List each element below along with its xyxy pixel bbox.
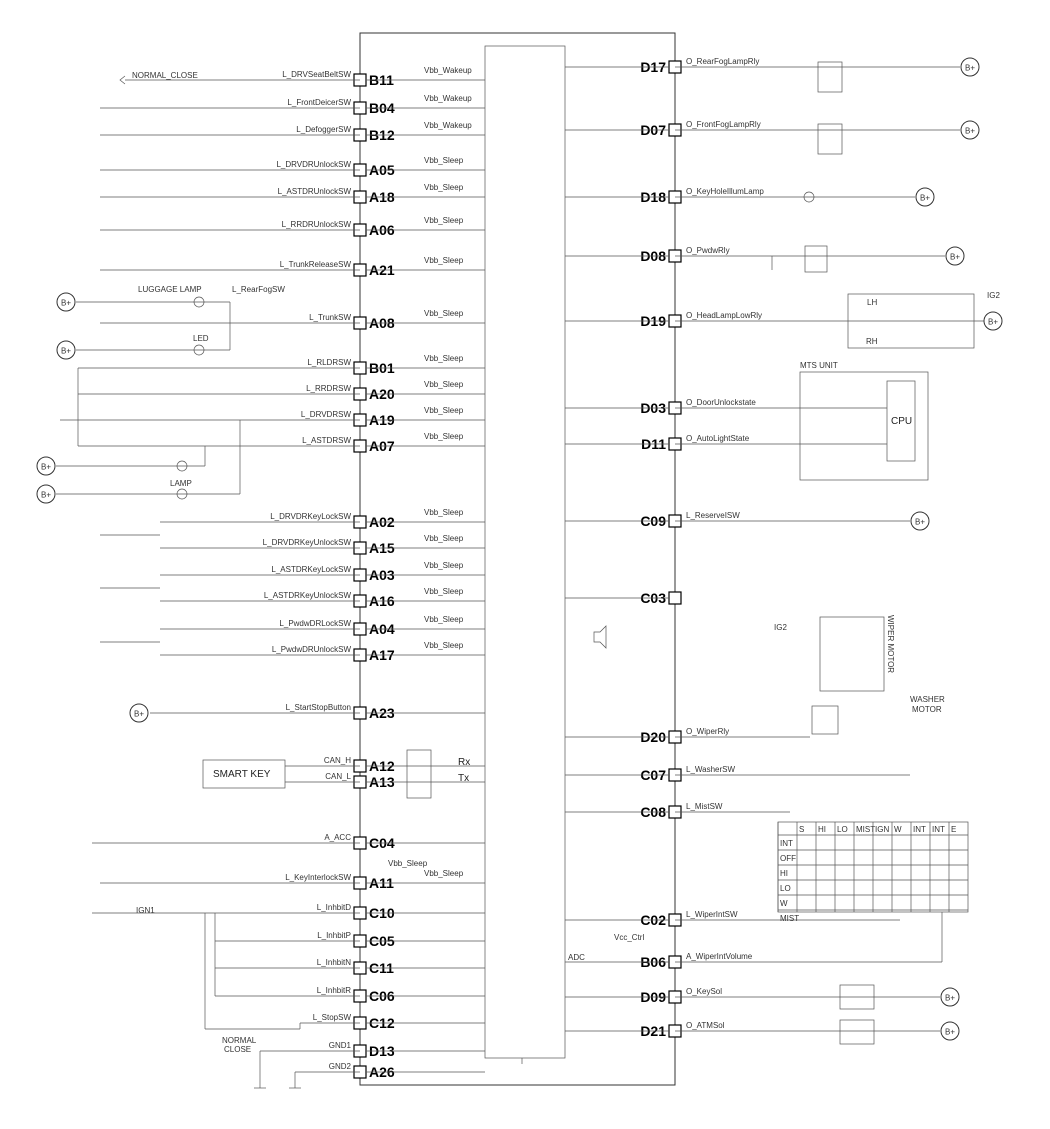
pin-supply-A16: Vbb_Sleep bbox=[424, 587, 464, 596]
pin-supply-B12: Vbb_Wakeup bbox=[424, 121, 472, 130]
pin-signal-C02: L_WiperIntSW bbox=[686, 910, 738, 919]
wiper-table-row-w: W bbox=[780, 899, 788, 908]
pin-signal-D11: O_AutoLightState bbox=[686, 434, 750, 443]
pin-signal-C12: L_StopSW bbox=[312, 1013, 351, 1022]
pin-signal-C04: A_ACC bbox=[324, 833, 351, 842]
pin-signal-A23: L_StartStopButton bbox=[285, 703, 351, 712]
pin-id-C12: C12 bbox=[369, 1015, 395, 1031]
pin-id-A19: A19 bbox=[369, 412, 395, 428]
pin-supply-B04: Vbb_Wakeup bbox=[424, 94, 472, 103]
pin-signal-D19: O_HeadLampLowRly bbox=[686, 311, 763, 320]
pin-supply-A21: Vbb_Sleep bbox=[424, 256, 464, 265]
pin-signal-B06: A_WiperIntVolume bbox=[686, 952, 753, 961]
pin-id-C10: C10 bbox=[369, 905, 395, 921]
pin-supply-A08: Vbb_Sleep bbox=[424, 309, 464, 318]
pin-id-A12: A12 bbox=[369, 758, 395, 774]
wiper-table-header-6: W bbox=[894, 825, 902, 834]
pin-signal-D13: GND1 bbox=[328, 1041, 351, 1050]
wiper-table-row-mist: MIST bbox=[780, 914, 800, 923]
b-plus-label: B+ bbox=[60, 346, 72, 356]
pin-id-A16: A16 bbox=[369, 593, 395, 609]
pin-signal-A18: L_ASTDRUnlockSW bbox=[277, 187, 351, 196]
pin-id-D18: D18 bbox=[640, 189, 666, 205]
b-plus-label: B+ bbox=[964, 63, 976, 73]
label-luggage-lamp: LUGGAGE LAMP bbox=[138, 285, 202, 294]
label-normal-close-top: NORMAL_CLOSE bbox=[132, 71, 198, 80]
pin-id-C09: C09 bbox=[640, 513, 666, 529]
wiper-table-header-1: S bbox=[799, 825, 805, 834]
pin-id-A02: A02 bbox=[369, 514, 395, 530]
label-ig2: IG2 bbox=[987, 291, 1000, 300]
pin-signal-A19: L_DRVDRSW bbox=[300, 410, 351, 419]
pin-id-C06: C06 bbox=[369, 988, 395, 1004]
pin-signal-B12: L_DefoggerSW bbox=[296, 125, 351, 134]
pin-signal-A17: L_PwdwDRUnlockSW bbox=[271, 645, 351, 654]
pin-supply-A11: Vbb_Sleep bbox=[424, 869, 464, 878]
pin-id-A15: A15 bbox=[369, 540, 395, 556]
pin-id-D19: D19 bbox=[640, 313, 666, 329]
pin-id-A26: A26 bbox=[369, 1064, 395, 1080]
pin-signal-D07: O_FrontFogLampRly bbox=[686, 120, 761, 129]
pin-id-C11: C11 bbox=[369, 960, 394, 976]
label-mts-unit: MTS UNIT bbox=[800, 361, 838, 370]
mcu-block bbox=[485, 46, 565, 1058]
pin-signal-C06: L_InhbitR bbox=[316, 986, 351, 995]
pin-id-D20: D20 bbox=[640, 729, 666, 745]
pin-signal-D09: O_KeySol bbox=[686, 987, 723, 996]
pin-signal-B04: L_FrontDeicerSW bbox=[287, 98, 351, 107]
label-vcc-ctrl: Vcc_Ctrl bbox=[614, 933, 645, 942]
pin-id-A08: A08 bbox=[369, 315, 395, 331]
wiper-table-header-2: HI bbox=[818, 825, 826, 834]
b-plus-label: B+ bbox=[987, 317, 999, 327]
pin-signal-B01: L_RLDRSW bbox=[307, 358, 351, 367]
label-tx: Tx bbox=[458, 773, 470, 784]
wiper-table-header-8: INT bbox=[932, 825, 945, 834]
pin-signal-D20: O_WiperRly bbox=[686, 727, 730, 736]
pin-signal-A03: L_ASTDRKeyLockSW bbox=[271, 565, 351, 574]
pin-supply-A02: Vbb_Sleep bbox=[424, 508, 464, 517]
pin-id-D11: D11 bbox=[641, 436, 666, 452]
pin-signal-C10: L_InhbitD bbox=[316, 903, 351, 912]
pin-id-D17: D17 bbox=[640, 59, 666, 75]
pin-id-A07: A07 bbox=[369, 438, 395, 454]
pin-signal-A11: L_KeyInterlockSW bbox=[285, 873, 351, 882]
pin-signal-D18: O_KeyHoleIllumLamp bbox=[686, 187, 764, 196]
pin-id-A06: A06 bbox=[369, 222, 395, 238]
right-circuitry bbox=[594, 62, 985, 1044]
pin-signal-A21: L_TrunkReleaseSW bbox=[279, 260, 351, 269]
pin-id-A11: A11 bbox=[369, 875, 394, 891]
pin-id-D13: D13 bbox=[369, 1043, 395, 1059]
b-plus-label: B+ bbox=[919, 193, 931, 203]
label-led: LED bbox=[193, 334, 209, 343]
pin-id-D08: D08 bbox=[640, 248, 666, 264]
pin-id-B06: B06 bbox=[640, 954, 666, 970]
pin-id-A13: A13 bbox=[369, 774, 395, 790]
pin-id-D07: D07 bbox=[640, 122, 666, 138]
pin-id-C08: C08 bbox=[640, 804, 666, 820]
pin-id-A03: A03 bbox=[369, 567, 395, 583]
left-pin-group bbox=[263, 66, 485, 1080]
pin-signal-A15: L_DRVDRKeyUnlockSW bbox=[262, 538, 351, 547]
label-ign1: IGN1 bbox=[136, 906, 155, 915]
pin-signal-D03: O_DoorUnlockstate bbox=[686, 398, 756, 407]
pin-signal-A12: CAN_H bbox=[323, 756, 351, 765]
pin-id-A17: A17 bbox=[369, 647, 395, 663]
b-plus-label: B+ bbox=[944, 1027, 956, 1037]
pin-signal-A05: L_DRVDRUnlockSW bbox=[276, 160, 351, 169]
pin-signal-A04: L_PwdwDRLockSW bbox=[279, 619, 351, 628]
pin-id-A05: A05 bbox=[369, 162, 395, 178]
pin-supply-A06: Vbb_Sleep bbox=[424, 216, 464, 225]
pin-id-B01: B01 bbox=[369, 360, 395, 376]
pin-id-B12: B12 bbox=[369, 127, 395, 143]
pin-supply-A15: Vbb_Sleep bbox=[424, 534, 464, 543]
wiper-table-row-int: INT bbox=[780, 839, 793, 848]
wiper-motor-box bbox=[820, 617, 884, 691]
wiper-table-row-lo: LO bbox=[780, 884, 791, 893]
pin-signal-C07: L_WasherSW bbox=[686, 765, 736, 774]
pin-id-A21: A21 bbox=[369, 262, 395, 278]
pin-signal-A07: L_ASTDRSW bbox=[302, 436, 351, 445]
pin-signal-A02: L_DRVDRKeyLockSW bbox=[270, 512, 351, 521]
wiper-table-header-3: LO bbox=[837, 825, 848, 834]
pin-supply-B11: Vbb_Wakeup bbox=[424, 66, 472, 75]
pin-supply-A17: Vbb_Sleep bbox=[424, 641, 464, 650]
label-ig2-wiper: IG2 bbox=[774, 623, 787, 632]
wiper-table-header-5: IGN bbox=[875, 825, 890, 834]
pin-signal-A06: L_RRDRUnlockSW bbox=[281, 220, 351, 229]
pin-id-C03: C03 bbox=[640, 590, 666, 606]
pin-signal-C09: L_ReserveISW bbox=[686, 511, 740, 520]
label-close-2: CLOSE bbox=[224, 1045, 252, 1054]
b-plus-label: B+ bbox=[949, 252, 961, 262]
pin-id-A23: A23 bbox=[369, 705, 395, 721]
pin-signal-D17: O_RearFogLampRly bbox=[686, 57, 760, 66]
label-cpu: CPU bbox=[891, 416, 913, 427]
b-plus-label: B+ bbox=[914, 517, 926, 527]
b-plus-label: B+ bbox=[964, 126, 976, 136]
pin-supply-A04: Vbb_Sleep bbox=[424, 615, 464, 624]
pin-id-C02: C02 bbox=[640, 912, 666, 928]
label-rear-fog-sw: L_RearFogSW bbox=[232, 285, 285, 294]
pin-supply-A07: Vbb_Sleep bbox=[424, 432, 464, 441]
wiper-table-row-hi: HI bbox=[780, 869, 788, 878]
pin-id-B04: B04 bbox=[369, 100, 395, 116]
pin-box-C03 bbox=[669, 592, 681, 604]
wiper-table-header-7: INT bbox=[913, 825, 926, 834]
label-rh: RH bbox=[866, 337, 878, 346]
pin-signal-C05: L_InhbitP bbox=[317, 931, 351, 940]
module-body bbox=[360, 33, 675, 1085]
pin-signal-A20: L_RRDRSW bbox=[306, 384, 351, 393]
b-plus-terminals bbox=[37, 58, 1002, 1040]
pin-id-A20: A20 bbox=[369, 386, 395, 402]
b-plus-label: B+ bbox=[40, 462, 52, 472]
wiper-table-header-9: E bbox=[951, 825, 957, 834]
pin-signal-A13: CAN_L bbox=[325, 772, 351, 781]
label-lh: LH bbox=[867, 298, 878, 307]
pin-supply-A20: Vbb_Sleep bbox=[424, 380, 464, 389]
label-smart-key: SMART KEY bbox=[213, 769, 271, 780]
label-vbb-sleep-a11: Vbb_Sleep bbox=[388, 859, 428, 868]
right-pin-group bbox=[565, 57, 764, 1039]
pin-id-A04: A04 bbox=[369, 621, 395, 637]
label-washer-1: WASHER bbox=[910, 695, 945, 704]
pin-id-B11: B11 bbox=[369, 72, 394, 88]
b-plus-label: B+ bbox=[944, 993, 956, 1003]
b-plus-label: B+ bbox=[60, 298, 72, 308]
wiper-switch-grid bbox=[778, 822, 968, 923]
pin-supply-A19: Vbb_Sleep bbox=[424, 406, 464, 415]
pin-signal-D21: O_ATMSol bbox=[686, 1021, 725, 1030]
label-normal-1: NORMAL bbox=[222, 1036, 257, 1045]
pin-id-C05: C05 bbox=[369, 933, 395, 949]
pin-id-C04: C04 bbox=[369, 835, 395, 851]
pin-signal-A08: L_TrunkSW bbox=[309, 313, 351, 322]
b-plus-label: B+ bbox=[133, 709, 145, 719]
pin-id-C07: C07 bbox=[640, 767, 666, 783]
label-wiper-motor: WIPER MOTOR bbox=[886, 615, 895, 674]
b-plus-label: B+ bbox=[40, 490, 52, 500]
pin-supply-A05: Vbb_Sleep bbox=[424, 156, 464, 165]
pin-signal-C11: L_InhbitN bbox=[316, 958, 351, 967]
pin-supply-B01: Vbb_Sleep bbox=[424, 354, 464, 363]
pin-id-D09: D09 bbox=[640, 989, 666, 1005]
pin-supply-A18: Vbb_Sleep bbox=[424, 183, 464, 192]
pin-signal-A26: GND2 bbox=[328, 1062, 351, 1071]
wiper-table-row-off: OFF bbox=[780, 854, 796, 863]
pin-id-A18: A18 bbox=[369, 189, 395, 205]
wiper-table-header-4: MIST bbox=[856, 825, 876, 834]
pin-signal-D08: O_PwdwRly bbox=[686, 246, 730, 255]
pin-supply-A03: Vbb_Sleep bbox=[424, 561, 464, 570]
label-rx: Rx bbox=[458, 757, 471, 768]
pin-id-D21: D21 bbox=[640, 1023, 666, 1039]
label-lamp: LAMP bbox=[170, 479, 192, 488]
pin-signal-A16: L_ASTDRKeyUnlockSW bbox=[263, 591, 351, 600]
label-washer-2: MOTOR bbox=[912, 705, 942, 714]
pin-id-D03: D03 bbox=[640, 400, 666, 416]
pin-signal-C08: L_MistSW bbox=[686, 802, 723, 811]
pin-signal-B11: L_DRVSeatBeltSW bbox=[282, 70, 351, 79]
label-adc: ADC bbox=[568, 953, 585, 962]
